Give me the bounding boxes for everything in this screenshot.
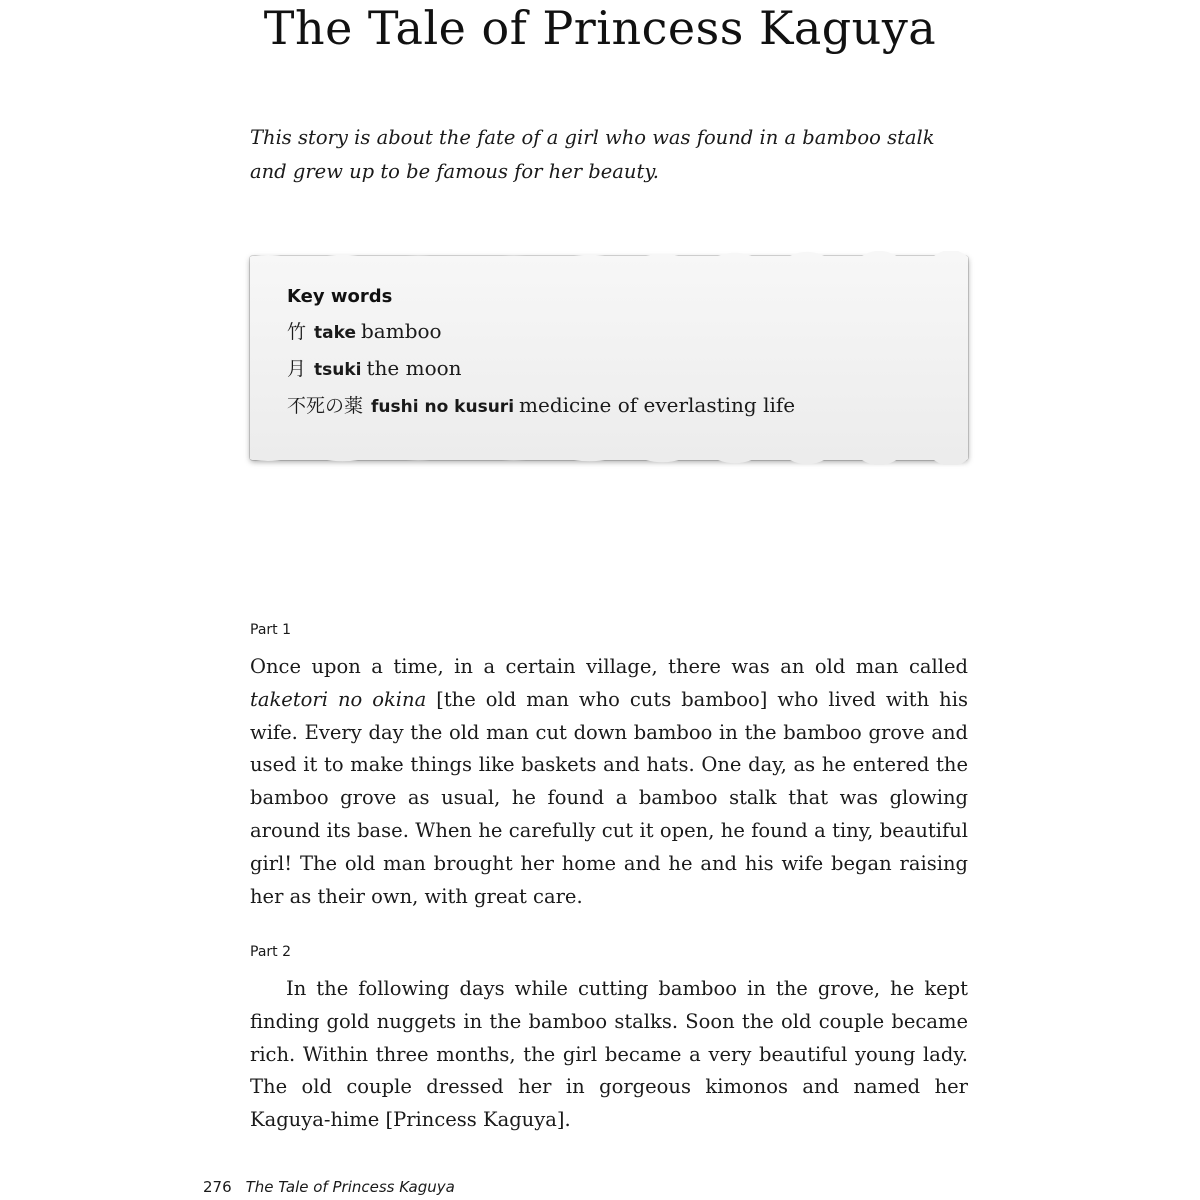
key-word-japanese: 竹 [287,321,307,343]
page-number: 276 [203,1178,232,1196]
key-word-romaji: take [314,323,356,343]
part-1-paragraph [250,651,968,913]
part-1-text-start: Once upon a time, in a certain village, there was an old man called [250,655,968,678]
key-word-japanese: 月 [287,358,307,380]
key-words-box [250,256,968,460]
intro-text: This story is about the fate of a girl who was found in a bamboo stalk and grew up to be famous for her beauty. [250,126,935,183]
part-2-paragraph: In the following days while cutting bamboo in the grove, he kept finding gold nuggets in the bamboo stalks. Soon the old couple became rich. Within three months, the girl became a very beautiful young lady. The old couple dressed her in gorgeous kimonos and named her Kaguya-hime [Princess Kaguya]. [250,977,968,1132]
key-word-romaji: tsuki [314,360,362,380]
key-word-meaning: medicine of everlasting life [519,393,796,417]
key-word-item [287,353,462,385]
key-word-meaning: bamboo [361,319,442,343]
part-1-text-end: [the old man who cuts bamboo] who lived with his wife. Every day the old man cut down bamboo in the bamboo grove and used it to make things like baskets and hats. One day, as he entered the bamboo grove as usual, he found a bamboo stalk that was glowing around its base. When he carefully cut it open, he found a tiny, beautiful girl! The old man brought her home and he and his wife began raising her as their own, with great care. [250,687,968,908]
page-footer [203,1176,455,1198]
key-word-item [287,390,795,422]
part-1-label: Part 1 [250,622,291,638]
running-title: The Tale of Princess Kaguya [245,1178,455,1196]
key-word-japanese: 不死の薬 [287,395,364,417]
torn-edge-top [250,251,968,261]
torn-edge-bottom [250,455,968,465]
page-title: The Tale of Princess Kaguya [263,1,937,55]
part-2-label: Part 2 [250,944,291,960]
key-word-romaji: fushi no kusuri [371,397,515,417]
part-1-text-italic: taketori no okina [250,687,427,711]
key-word-meaning: the moon [366,356,462,380]
key-words-heading: Key words [287,286,393,307]
key-word-item [287,316,442,348]
